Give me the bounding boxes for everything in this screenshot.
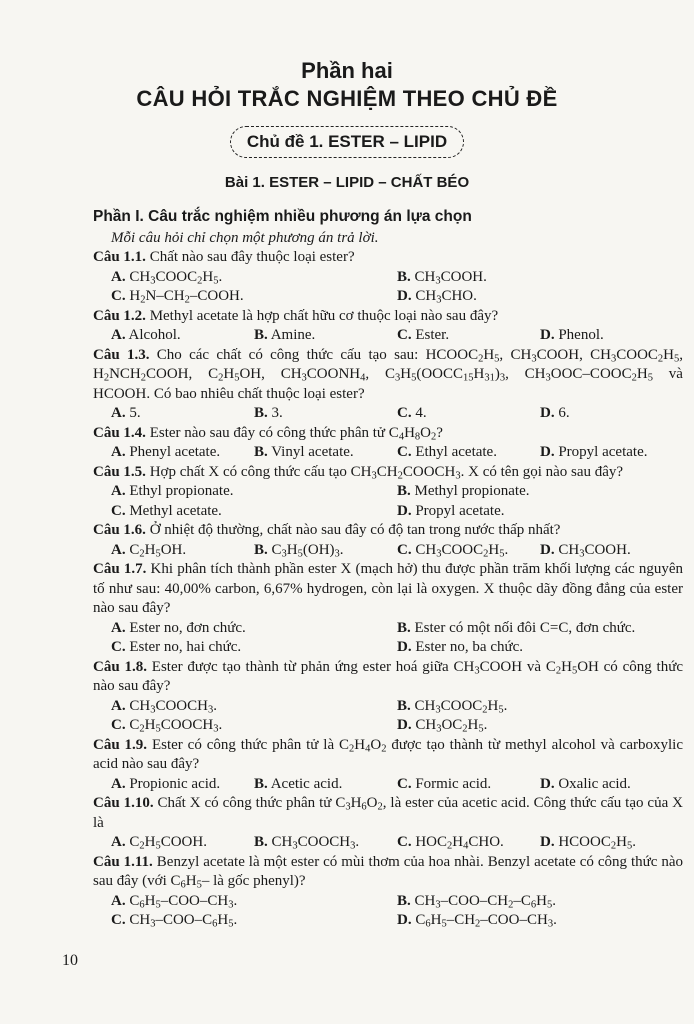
option-b[interactable] bbox=[254, 443, 397, 463]
question-text: Khi phân tích thành phần ester X (mạch hở) thu được phần trăm khối lượng các nguyên tố như sau: 40,00% carbon, 6,67% hydrogen, còn lại là oxygen. X thuộc dãy đồng đẳng của ester nào sau đây? bbox=[93, 561, 684, 616]
option-label: C. bbox=[397, 405, 412, 421]
option-label: A. bbox=[111, 892, 126, 909]
option-a[interactable] bbox=[111, 833, 254, 853]
option-label: D. bbox=[397, 502, 412, 519]
options-row bbox=[93, 443, 683, 463]
option-b[interactable] bbox=[397, 697, 683, 717]
option-b[interactable] bbox=[254, 775, 397, 795]
question-text: Chất nào sau đây thuộc loại ester? bbox=[149, 249, 355, 265]
option-label: D. bbox=[397, 639, 412, 655]
option-text: $CH_3COOCH_3$. bbox=[271, 834, 360, 852]
option-text: Amine. bbox=[270, 327, 316, 343]
option-text: $HOC_2H_4CHO$. bbox=[415, 834, 504, 852]
option-text: $C_2H_5COOH$. bbox=[129, 834, 207, 852]
options-row bbox=[93, 716, 683, 736]
option-text: Ester có một nối đôi C=C, đơn chức. bbox=[414, 619, 636, 636]
option-label: A. bbox=[111, 268, 126, 285]
option-text: Ester no, hai chức. bbox=[129, 639, 242, 655]
question-11 bbox=[93, 853, 683, 892]
option-text: $CH_3COOC_2H_5$. bbox=[129, 268, 223, 287]
options-row bbox=[93, 892, 683, 912]
question-6 bbox=[93, 521, 683, 541]
option-text: $HCOOC_2H_5$. bbox=[558, 834, 636, 852]
question-9 bbox=[93, 736, 683, 775]
option-label: A. bbox=[111, 444, 126, 460]
option-text: Vinyl acetate. bbox=[271, 444, 354, 460]
option-text: Propionic acid. bbox=[129, 775, 221, 792]
option-text: Propyl acetate. bbox=[415, 502, 505, 519]
option-a[interactable] bbox=[111, 268, 397, 288]
option-label: D. bbox=[397, 717, 412, 733]
option-text: 3. bbox=[271, 405, 283, 421]
option-label: B. bbox=[254, 541, 268, 558]
option-text: $CH_3COOC_2H_5$. bbox=[414, 697, 508, 716]
options-row bbox=[93, 638, 683, 658]
question-text: Ở nhiệt độ thường, chất nào sau đây có độ tan trong nước thấp nhất? bbox=[149, 522, 561, 538]
option-text: Oxalic acid. bbox=[558, 775, 631, 792]
option-label: C. bbox=[111, 288, 126, 304]
question-text: Ester nào sau đây có công thức phân tử $C_4H_8O_2$? bbox=[149, 424, 443, 443]
option-text: 6. bbox=[558, 405, 570, 421]
option-label: A. bbox=[111, 405, 126, 421]
option-text: Ester. bbox=[415, 327, 450, 343]
question-number: Câu 1.2. bbox=[93, 307, 146, 324]
section-instruction: Mỗi câu hỏi chỉ chọn một phương án trả lời. bbox=[111, 230, 379, 246]
option-label: A. bbox=[111, 483, 126, 499]
option-label: C. bbox=[397, 444, 412, 460]
option-text: $CH_3COOC_2H_5$. bbox=[415, 541, 509, 560]
options-row bbox=[93, 697, 683, 717]
question-text: Ester có công thức phân tử là $C_2H_4O_2$ được tạo thành từ methyl alcohol và carboxylic acid nào sau đây? bbox=[93, 736, 683, 772]
options-row bbox=[93, 404, 683, 424]
option-label: D. bbox=[540, 327, 555, 343]
option-label: C. bbox=[111, 639, 126, 655]
option-label: D. bbox=[397, 912, 412, 928]
options-row bbox=[93, 482, 683, 502]
option-a[interactable] bbox=[111, 697, 397, 717]
option-b[interactable] bbox=[254, 833, 397, 853]
option-label: A. bbox=[111, 327, 126, 343]
question-text: Benzyl acetate là một ester có mùi thơm của hoa nhài. Benzyl acetate có công thức nào sau đây (với $C_6H_5-$ là gốc phenyl)? bbox=[93, 853, 684, 891]
option-text: $CH_3-COO-CH_2-C_6H_5$. bbox=[414, 892, 556, 911]
option-text: 5. bbox=[129, 405, 141, 421]
option-c[interactable] bbox=[111, 287, 397, 307]
option-c[interactable] bbox=[397, 326, 540, 346]
option-c[interactable] bbox=[397, 775, 540, 795]
option-text: Propyl acetate. bbox=[558, 444, 648, 460]
lesson-heading: Bài 1. ESTER – LIPID – CHẤT BÉO bbox=[224, 174, 470, 191]
question-list bbox=[93, 206, 683, 931]
option-a[interactable] bbox=[111, 775, 254, 795]
question-10 bbox=[93, 794, 683, 833]
option-d[interactable] bbox=[397, 911, 683, 931]
option-text: $C_2H_5OH$. bbox=[129, 541, 187, 560]
option-d[interactable] bbox=[397, 502, 683, 522]
question-number: Câu 1.11. bbox=[93, 853, 153, 870]
option-label: B. bbox=[254, 444, 268, 460]
option-text: 4. bbox=[415, 405, 427, 421]
question-number: Câu 1.8. bbox=[93, 658, 147, 675]
question-2 bbox=[93, 307, 683, 327]
option-text: Ester no, đơn chức. bbox=[129, 619, 246, 636]
question-text: Chất X có công thức phân tử $C_3H_6O_2$, là ester của acetic acid. Công thức cấu tạo của X là bbox=[93, 795, 683, 831]
option-text: Ester no, ba chức. bbox=[415, 639, 524, 655]
option-a[interactable] bbox=[111, 482, 397, 502]
option-label: A. bbox=[111, 834, 126, 850]
option-a[interactable] bbox=[111, 404, 254, 424]
option-b[interactable] bbox=[254, 326, 397, 346]
option-b[interactable] bbox=[254, 404, 397, 424]
option-label: D. bbox=[540, 405, 555, 421]
option-b[interactable] bbox=[254, 541, 397, 561]
option-b[interactable] bbox=[397, 892, 683, 912]
options-row bbox=[93, 326, 683, 346]
option-label: C. bbox=[111, 912, 126, 928]
option-label: D. bbox=[540, 444, 555, 460]
part-label: Phần hai bbox=[301, 58, 393, 83]
option-text: $C_3H_5(OH)_3$. bbox=[271, 541, 344, 560]
question-number: Câu 1.5. bbox=[93, 463, 146, 480]
options-row bbox=[93, 911, 683, 931]
option-label: D. bbox=[540, 541, 555, 558]
option-c[interactable] bbox=[397, 833, 540, 853]
question-text: Ester được tạo thành từ phản ứng ester hoá giữa $CH_3COOH$ và $C_2H_5OH$ có công thức nào sau đây? bbox=[93, 658, 684, 694]
option-a[interactable] bbox=[111, 326, 254, 346]
option-c[interactable] bbox=[397, 443, 540, 463]
option-label: C. bbox=[397, 834, 412, 850]
options-row bbox=[93, 287, 683, 307]
options-row bbox=[93, 268, 683, 288]
option-text: Alcohol. bbox=[128, 327, 181, 343]
option-text: $CH_3-COO-C_6H_5$. bbox=[129, 912, 238, 930]
question-number: Câu 1.4. bbox=[93, 424, 146, 441]
option-c[interactable] bbox=[111, 911, 397, 931]
option-text: $C_6H_5-COO-CH_3$. bbox=[129, 892, 238, 911]
option-text: Methyl propionate. bbox=[414, 483, 530, 499]
option-b[interactable] bbox=[397, 268, 683, 288]
option-label: B. bbox=[254, 405, 268, 421]
option-label: B. bbox=[397, 483, 411, 499]
question-4 bbox=[93, 424, 683, 444]
question-8 bbox=[93, 658, 683, 697]
option-text: $CH_3COOH$. bbox=[414, 268, 487, 287]
option-a[interactable] bbox=[111, 892, 397, 912]
option-text: $CH_3COOCH_3$. bbox=[129, 697, 217, 716]
question-number: Câu 1.10. bbox=[93, 795, 154, 811]
question-number: Câu 1.1. bbox=[93, 249, 146, 265]
option-a[interactable] bbox=[111, 619, 397, 639]
option-d[interactable] bbox=[540, 326, 683, 346]
option-label: B. bbox=[397, 268, 411, 285]
option-label: D. bbox=[540, 775, 555, 792]
option-a[interactable] bbox=[111, 541, 254, 561]
option-text: $H_2N-CH_2$–COOH. bbox=[129, 288, 244, 306]
option-c[interactable] bbox=[111, 502, 397, 522]
options-row bbox=[93, 775, 683, 795]
option-text: Ethyl propionate. bbox=[129, 483, 234, 499]
options-row bbox=[93, 619, 683, 639]
option-label: B. bbox=[397, 892, 411, 909]
option-d[interactable] bbox=[540, 541, 683, 561]
question-3 bbox=[93, 346, 683, 405]
question-number: Câu 1.6. bbox=[93, 522, 146, 538]
option-label: D. bbox=[397, 288, 412, 304]
option-d[interactable] bbox=[397, 287, 683, 307]
option-label: A. bbox=[111, 541, 126, 558]
option-b[interactable] bbox=[397, 619, 683, 639]
options-row bbox=[93, 833, 683, 853]
option-text: $CH_3COOH$. bbox=[558, 541, 631, 560]
option-label: B. bbox=[254, 834, 268, 850]
page-number: 10 bbox=[62, 952, 78, 969]
option-label: A. bbox=[111, 775, 126, 792]
option-c[interactable] bbox=[111, 716, 397, 736]
option-label: C. bbox=[397, 775, 412, 792]
option-label: C. bbox=[397, 327, 412, 343]
question-1 bbox=[93, 248, 683, 268]
question-7 bbox=[93, 560, 683, 619]
option-text: Phenyl acetate. bbox=[129, 444, 221, 460]
option-text: Acetic acid. bbox=[270, 775, 343, 792]
option-label: C. bbox=[111, 502, 126, 519]
section-heading: Phần I. Câu trắc nghiệm nhiều phương án lựa chọn bbox=[93, 208, 472, 225]
option-label: C. bbox=[111, 717, 126, 733]
option-text: $C_6H_5-CH_2-COO-CH_3$. bbox=[415, 912, 557, 930]
option-text: Methyl acetate. bbox=[129, 502, 222, 519]
option-d[interactable] bbox=[540, 443, 683, 463]
options-row bbox=[93, 502, 683, 522]
question-number: Câu 1.3. bbox=[93, 346, 150, 363]
option-text: $CH_3OC_2H_5$. bbox=[415, 717, 488, 735]
option-c[interactable] bbox=[397, 404, 540, 424]
option-label: A. bbox=[111, 697, 126, 714]
question-text: Methyl acetate là hợp chất hữu cơ thuộc loại nào sau đây? bbox=[149, 307, 499, 324]
option-d[interactable] bbox=[540, 775, 683, 795]
option-label: B. bbox=[254, 775, 268, 792]
option-d[interactable] bbox=[540, 404, 683, 424]
option-text: $CH_3CHO$. bbox=[415, 288, 477, 306]
option-text: Phenol. bbox=[558, 327, 604, 343]
option-d[interactable] bbox=[397, 716, 683, 736]
option-label: A. bbox=[111, 619, 126, 636]
option-a[interactable] bbox=[111, 443, 254, 463]
question-number: Câu 1.7. bbox=[93, 561, 147, 577]
option-text: Ethyl acetate. bbox=[415, 444, 497, 460]
topic-heading: Chủ đề 1. ESTER – LIPID bbox=[230, 126, 464, 158]
option-c[interactable] bbox=[111, 638, 397, 658]
option-label: B. bbox=[397, 619, 411, 636]
question-text: Cho các chất có công thức cấu tạo sau: $HCOOC_2H_5$, $CH_3COOH$, $CH_3COOC_2H_5$, $H_2NCH_2COOH$, $C_2H_5OH$, $CH_3COONH_4$, $C_3H_5(OOCC_{15}H_{31})_3$, $CH_3OOC-COOC_2H_5$ và HCOOH. Có bao nhiêu chất thuộc loại ester? bbox=[93, 346, 684, 402]
option-b[interactable] bbox=[397, 482, 683, 502]
option-c[interactable] bbox=[397, 541, 540, 561]
option-label: D. bbox=[540, 834, 555, 850]
option-label: B. bbox=[397, 697, 411, 714]
options-row bbox=[93, 541, 683, 561]
page-title: CÂU HỎI TRẮC NGHIỆM THEO CHỦ ĐỀ bbox=[136, 86, 558, 111]
option-text: Formic acid. bbox=[415, 775, 492, 792]
question-text: Hợp chất X có công thức cấu tạo $CH_3CH_2COOCH_3$. X có tên gọi nào sau đây? bbox=[149, 463, 624, 482]
option-d[interactable] bbox=[397, 638, 683, 658]
option-label: B. bbox=[254, 327, 268, 343]
option-label: C. bbox=[397, 541, 412, 558]
question-number: Câu 1.9. bbox=[93, 736, 148, 753]
option-d[interactable] bbox=[540, 833, 683, 853]
question-5 bbox=[93, 463, 683, 483]
option-text: $C_2H_5COOCH_3$. bbox=[129, 717, 223, 735]
